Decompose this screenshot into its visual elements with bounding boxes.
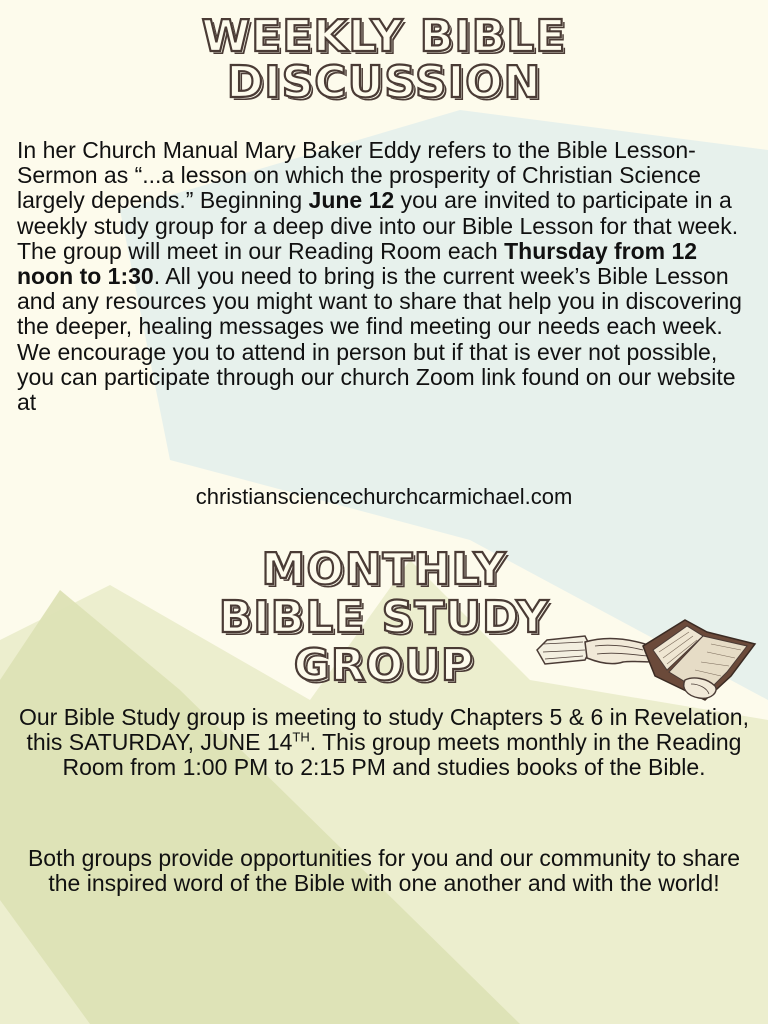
weekly-title-line-1: WEEKLY BIBLE [201,11,567,62]
weekly-meeting-time: Thursday from 12 noon to 1:30 [17,237,698,290]
monthly-title-line-1: MONTHLY [261,544,507,595]
weekly-title [0,11,768,108]
monthly-description [14,705,754,781]
weekly-end-text: . All you need to bring is the current week’s Bible Lesson and any resources you might want to share that help you in discovering the deeper, healing messages we find meeting our needs each week. We encourage you to attend in person but if that is ever not possible, you can participate through our church Zoom link found on our website at [17,263,742,416]
monthly-end-text: . This group meets monthly in the Reading Room from 1:00 PM to 2:15 PM and studies books of the Bible. [62,729,742,781]
weekly-description [17,138,759,415]
date-suffix: TH [292,729,310,745]
weekly-start-date: June 12 [308,187,395,214]
monthly-start-text: Our Bible Study group is meeting to study Chapters 5 & 6 in Revelation, this SATURDAY, JUNE 14 [18,704,749,756]
closing-statement: Both groups provide opportunities for you and our community to share the inspired word of the Bible with one another and with the world! [27,845,741,897]
weekly-intro-text: In her Church Manual Mary Baker Eddy refers to the Bible Lesson-Sermon as “...a lesson on which the prosperity of Christian Science largely depends.” Beginning [17,137,701,214]
hand-holding-book-icon [535,614,757,706]
weekly-middle-text: you are invited to participate in a weekly study group for a deep dive into our Bible Lesson for that week. The group will meet in our Reading Room each [17,187,739,264]
monthly-title-line-3: GROUP [293,640,475,691]
weekly-title-line-2: DISCUSSION [226,57,542,108]
monthly-title-line-2: BIBLE STUDY [218,592,550,643]
website-address: christiansciencechurchcarmichael.com [195,484,573,509]
